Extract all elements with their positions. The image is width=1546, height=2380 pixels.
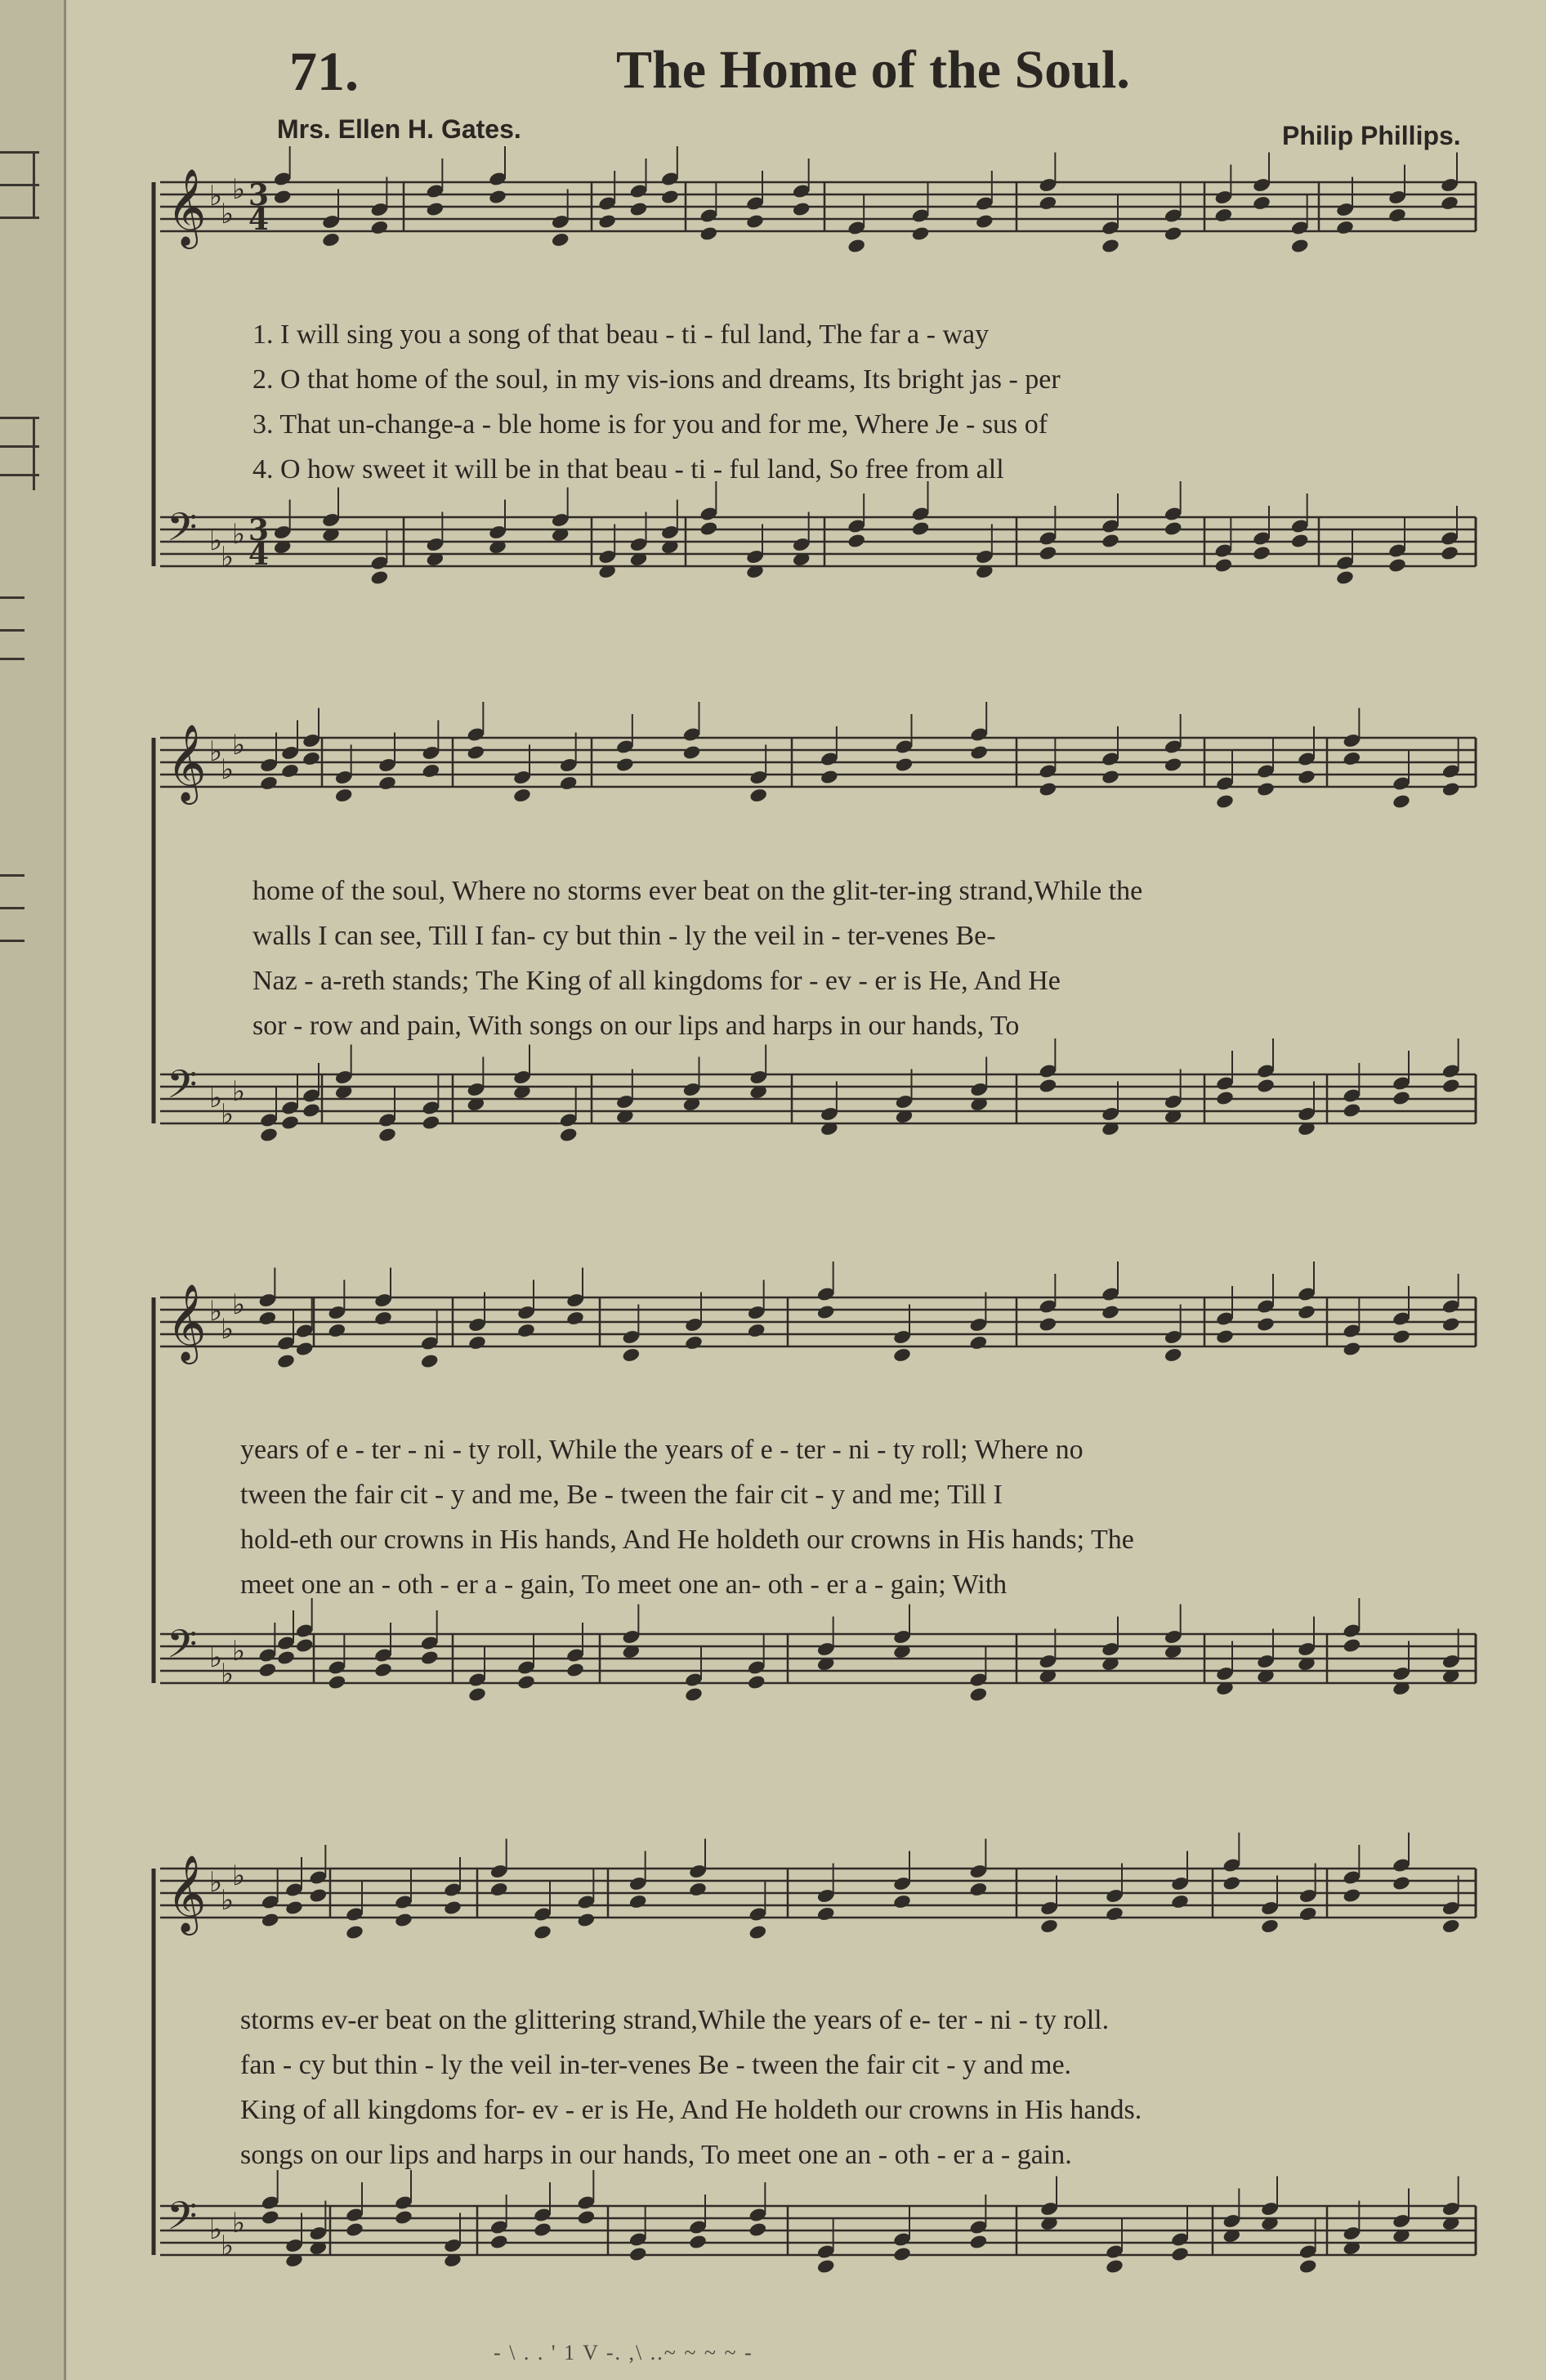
note-head: [334, 788, 354, 804]
note-head: [373, 1662, 393, 1678]
print-artifact: - \ . . ' 1 V -. ,\ ..~ ~ ~ ~ -: [494, 2341, 753, 2364]
note-head: [559, 775, 579, 792]
note-head: [1105, 1906, 1124, 1922]
note-head: [816, 1906, 836, 1922]
hymn-number: 71.: [289, 40, 359, 102]
note-head: [1105, 2258, 1124, 2275]
note-head: [847, 238, 866, 254]
note-head: [276, 1353, 296, 1369]
note-head: [259, 775, 279, 792]
lyric-line: meet one an - oth - er a - gain, To meet one an- oth - er a - gain; With: [240, 1570, 1008, 1600]
note-head: [533, 2221, 552, 2238]
note-head: [370, 220, 390, 236]
lyric-line: songs on our lips and harps in our hands, To meet one an - oth - er a - gain.: [240, 2140, 1072, 2170]
lyric-line: walls I can see, Till I fan- cy but thin - ly the veil in - ter-venes Be-: [252, 921, 996, 951]
note-head: [516, 1323, 536, 1339]
note-head: [1441, 1078, 1461, 1094]
note-head: [489, 1882, 509, 1898]
note-head: [280, 1114, 300, 1131]
note-head: [512, 788, 532, 804]
note-head: [969, 2234, 989, 2250]
treble-clef: 𝄞: [167, 724, 207, 802]
note-head: [295, 1341, 315, 1357]
time-signature-bottom: 4: [248, 538, 270, 572]
note-head: [1164, 225, 1183, 242]
note-head: [258, 1662, 278, 1678]
note-head: [420, 1353, 440, 1369]
note-head: [1392, 1328, 1411, 1345]
note-head: [345, 2221, 364, 2238]
bass-clef: 𝄢: [167, 2193, 198, 2248]
flat-sign: ♭: [232, 729, 246, 761]
note-head: [276, 1650, 296, 1666]
note-head: [295, 1637, 315, 1654]
note-head: [1101, 1304, 1120, 1320]
note-head: [1039, 545, 1058, 561]
note-head: [682, 744, 702, 761]
note-head: [597, 213, 617, 230]
note-head: [660, 189, 680, 205]
lyric-line: 4. O how sweet it will be in that beau - ti - ful land, So free from all: [252, 454, 1004, 484]
note-head: [422, 763, 441, 779]
note-head: [1387, 208, 1407, 224]
note-head: [1392, 1090, 1411, 1106]
flat-sign: ♭: [209, 2213, 223, 2246]
note-head: [969, 1686, 989, 1703]
note-head: [1039, 1918, 1059, 1935]
lyric-line: storms ev-er beat on the glittering strand,While the years of e- ter - ni - ty roll.: [240, 2005, 1110, 2035]
note-head: [565, 1311, 585, 1327]
flat-sign: ♭: [209, 735, 223, 768]
treble-clef: 𝄞: [167, 1855, 207, 1932]
note-head: [628, 1894, 648, 1910]
note-head: [1101, 769, 1120, 785]
note-head: [1256, 781, 1276, 797]
note-head: [321, 232, 341, 248]
lyric-line: Naz - a-reth stands; The King of all kingdoms for - ev - er is He, And He: [252, 966, 1061, 996]
note-head: [684, 1335, 704, 1351]
lyric-line: sor - row and pain, With songs on our lips and harps in our hands, To: [252, 1011, 1020, 1041]
note-head: [847, 533, 866, 549]
note-head: [895, 757, 914, 773]
note-head: [1039, 781, 1058, 797]
note-head: [577, 2209, 597, 2226]
note-head: [748, 788, 768, 804]
lyric-line: fan - cy but thin - ly the veil in-ter-venes Be - tween the fair cit - y and me.: [240, 2050, 1072, 2080]
note-head: [747, 1674, 766, 1690]
note-head: [1101, 238, 1120, 254]
note-head: [467, 1686, 487, 1703]
note-head: [975, 213, 994, 230]
note-head: [1335, 569, 1355, 586]
note-head: [467, 1335, 487, 1351]
flat-sign: ♭: [209, 180, 223, 212]
note-head: [1039, 1316, 1058, 1333]
flat-sign: ♭: [221, 1098, 235, 1131]
note-head: [1101, 533, 1120, 549]
note-head: [628, 2246, 648, 2262]
note-head: [261, 1912, 280, 1928]
lyrics-system-2: [252, 868, 1142, 1048]
note-head: [1215, 1328, 1235, 1345]
flat-sign: ♭: [209, 1295, 223, 1328]
note-head: [1039, 195, 1058, 212]
note-head: [1164, 1347, 1183, 1364]
note-head: [969, 1882, 989, 1898]
flat-sign: ♭: [232, 1635, 246, 1668]
note-head: [373, 1311, 393, 1327]
note-head: [1441, 1918, 1461, 1935]
note-head: [1252, 195, 1271, 212]
note-head: [1392, 793, 1411, 810]
lyric-line: tween the fair cit - y and me, Be - tween the fair cit - y and me; Till I: [240, 1480, 1003, 1510]
flat-sign: ♭: [232, 1075, 246, 1108]
note-head: [820, 769, 839, 785]
note-head: [258, 1311, 278, 1327]
note-head: [892, 1347, 912, 1364]
flat-sign: ♭: [221, 1313, 235, 1346]
note-head: [748, 1924, 768, 1940]
lyric-line: hold-eth our crowns in His hands, And He holdeth our crowns in His hands; The: [240, 1525, 1134, 1555]
note-head: [1215, 1090, 1235, 1106]
note-head: [892, 2246, 912, 2262]
composer-credit: Philip Phillips.: [1282, 121, 1461, 150]
note-head: [259, 1127, 279, 1143]
note-head: [261, 2209, 280, 2226]
hymn-page: [69, 0, 1546, 2380]
note-head: [969, 744, 989, 761]
bass-clef: 𝄢: [167, 504, 198, 560]
note-head: [688, 2234, 708, 2250]
note-head: [1298, 1906, 1318, 1922]
note-head: [748, 2221, 768, 2238]
note-head: [1335, 220, 1355, 236]
flat-sign: ♭: [209, 1082, 223, 1114]
flat-sign: ♭: [232, 173, 246, 206]
note-head: [684, 1686, 704, 1703]
note-head: [378, 775, 397, 792]
note-head: [629, 201, 649, 217]
note-head: [394, 1912, 413, 1928]
lyric-line: years of e - ter - ni - ty roll, While the years of e - ter - ni - ty roll; Where no: [240, 1435, 1084, 1465]
treble-clef: 𝄞: [167, 168, 207, 246]
flat-sign: ♭: [209, 1641, 223, 1674]
flat-sign: ♭: [221, 541, 235, 574]
note-head: [1164, 757, 1183, 773]
note-head: [1392, 1875, 1411, 1891]
note-head: [816, 2258, 836, 2275]
note-head: [280, 763, 300, 779]
note-head: [488, 189, 507, 205]
note-head: [1440, 195, 1459, 212]
flat-sign: ♭: [221, 1884, 235, 1917]
note-head: [426, 201, 445, 217]
note-head: [892, 1894, 912, 1910]
note-head: [816, 1304, 836, 1320]
note-head: [1343, 751, 1362, 767]
note-head: [302, 751, 321, 767]
note-head: [699, 520, 719, 537]
note-head: [1039, 1078, 1058, 1094]
flat-sign: ♭: [232, 1860, 246, 1892]
lyrics-system-4: [240, 1998, 1142, 2177]
note-head: [1256, 1316, 1276, 1333]
note-head: [1214, 208, 1234, 224]
note-head: [1214, 557, 1234, 574]
note-head: [1441, 781, 1461, 797]
lyric-line: 3. That un-change-a - ble home is for you and for me, Where Je - sus of: [252, 409, 1048, 440]
note-head: [516, 1674, 536, 1690]
adjacent-page-edge: [0, 0, 66, 2380]
note-head: [1252, 545, 1271, 561]
flat-sign: ♭: [232, 2207, 246, 2239]
flat-sign: ♭: [232, 518, 246, 551]
note-head: [1256, 1078, 1276, 1094]
bass-clef: 𝄢: [167, 1621, 198, 1677]
note-head: [284, 1900, 304, 1916]
note-head: [273, 189, 293, 205]
note-head: [328, 1674, 347, 1690]
note-head: [1343, 1637, 1362, 1654]
note-head: [422, 1114, 441, 1131]
lyrics-system-3: [240, 1427, 1134, 1607]
note-head: [1290, 238, 1310, 254]
lyricist-credit: Mrs. Ellen H. Gates.: [277, 114, 521, 144]
lyric-line: King of all kingdoms for- ev - er is He, And He holdeth our crowns in His hands.: [240, 2095, 1142, 2125]
note-head: [345, 1924, 364, 1940]
note-head: [1290, 533, 1310, 549]
hymn-title: The Home of the Soul.: [616, 40, 1130, 100]
note-head: [577, 1912, 597, 1928]
note-head: [1170, 2246, 1190, 2262]
note-head: [1170, 1894, 1190, 1910]
note-head: [615, 757, 635, 773]
note-head: [1164, 520, 1183, 537]
note-head: [1343, 1102, 1362, 1119]
time-signature-top: 3: [248, 513, 270, 547]
note-head: [302, 1102, 321, 1119]
flat-sign: ♭: [221, 1658, 235, 1690]
note-head: [443, 1900, 462, 1916]
note-head: [559, 1127, 579, 1143]
note-head: [420, 1650, 440, 1666]
flat-sign: ♭: [221, 753, 235, 786]
note-head: [911, 520, 931, 537]
lyric-line: 1. I will sing you a song of that beau - ti - ful land, The far a - way: [252, 319, 990, 350]
flat-sign: ♭: [209, 1866, 223, 1899]
lyric-line: 2. O that home of the soul, in my vis-ions and dreams, Its bright jas - per: [252, 364, 1061, 395]
note-head: [1297, 769, 1316, 785]
note-head: [1297, 1304, 1316, 1320]
flat-sign: ♭: [209, 525, 223, 557]
treble-clef: 𝄞: [167, 1284, 207, 1361]
note-head: [1298, 2258, 1318, 2275]
note-head: [1343, 1341, 1362, 1357]
note-head: [1215, 793, 1235, 810]
note-head: [1260, 1918, 1280, 1935]
flat-sign: ♭: [232, 1288, 246, 1321]
note-head: [747, 1323, 766, 1339]
note-head: [622, 1347, 641, 1364]
time-signature-top: 3: [248, 178, 270, 212]
note-head: [969, 1335, 989, 1351]
flat-sign: ♭: [221, 198, 235, 230]
bass-clef: 𝄢: [167, 1061, 198, 1117]
note-head: [489, 2234, 509, 2250]
note-head: [792, 201, 811, 217]
note-head: [1387, 557, 1407, 574]
note-head: [309, 1887, 328, 1904]
lyric-line: home of the soul, Where no storms ever beat on the glit-ter-ing strand,While the: [252, 876, 1143, 906]
note-head: [467, 744, 486, 761]
lyrics-system-1: [252, 312, 1061, 492]
note-head: [688, 1882, 708, 1898]
note-head: [1441, 1316, 1461, 1333]
note-head: [699, 225, 719, 242]
flat-sign: ♭: [221, 2230, 235, 2262]
note-head: [378, 1127, 397, 1143]
note-head: [911, 225, 931, 242]
note-head: [533, 1924, 552, 1940]
note-head: [370, 569, 390, 586]
note-head: [394, 2209, 413, 2226]
note-head: [1440, 545, 1459, 561]
note-head: [565, 1662, 585, 1678]
note-head: [551, 232, 570, 248]
note-head: [1343, 1887, 1362, 1904]
note-head: [328, 1323, 347, 1339]
time-signature-bottom: 4: [248, 203, 270, 237]
note-head: [745, 213, 765, 230]
note-head: [1222, 1875, 1242, 1891]
